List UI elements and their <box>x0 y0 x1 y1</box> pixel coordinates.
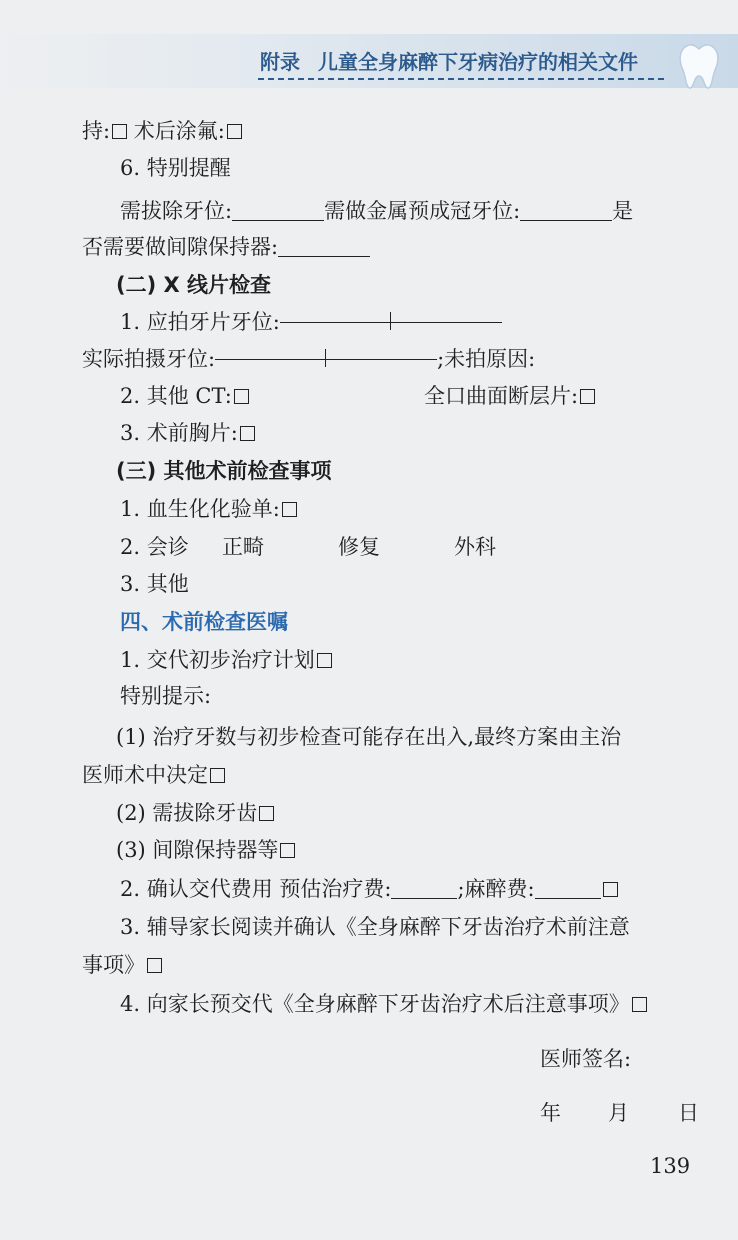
section-heading-orders: 四、术前检查医嘱 <box>120 610 288 634</box>
running-header <box>260 46 638 75</box>
section-heading-xray: (二) X 线片检查 <box>116 273 272 297</box>
tooth-position-chart[interactable] <box>215 358 437 360</box>
line-11: 1. 血生化化验单: <box>120 494 297 524</box>
doctor-signature-label: 医师签名: <box>540 1047 632 1071</box>
checkbox[interactable] <box>632 997 647 1012</box>
line-16: 特别提示: <box>120 684 212 708</box>
date-day-label: 日 <box>678 1101 699 1125</box>
line-12c: 修复 <box>338 535 380 559</box>
line-19: (2) 需拔除牙齿 <box>116 798 274 828</box>
fill-blank[interactable] <box>520 219 612 221</box>
header-section: 附录 <box>260 50 300 74</box>
date-month-label: 月 <box>608 1101 629 1125</box>
checkbox[interactable] <box>240 426 255 441</box>
line-4: 否需要做间隙保持器: <box>82 232 370 262</box>
checkbox[interactable] <box>603 882 618 897</box>
line-13: 3. 其他 <box>120 572 189 596</box>
line-24: 4. 向家长预交代《全身麻醉下牙齿治疗术后注意事项》 <box>120 989 647 1019</box>
checkbox[interactable] <box>580 389 595 404</box>
fill-blank[interactable] <box>232 219 324 221</box>
checkbox[interactable] <box>280 843 295 858</box>
tooth-icon <box>672 40 726 92</box>
line-12b: 正畸 <box>222 535 264 559</box>
line-15: 1. 交代初步治疗计划 <box>120 645 332 675</box>
line-8a: 2. 其他 CT: <box>120 381 249 411</box>
checkbox[interactable] <box>210 768 225 783</box>
checkbox[interactable] <box>282 502 297 517</box>
section-heading-other-checks: (三) 其他术前检查事项 <box>116 459 332 483</box>
line-8b: 全口曲面断层片: <box>424 381 595 411</box>
line-18: 医师术中决定 <box>82 760 225 790</box>
line-17: (1) 治疗牙数与初步检查可能存在出入,最终方案由主治 <box>116 725 622 749</box>
header-title: 儿童全身麻醉下牙病治疗的相关文件 <box>318 50 638 74</box>
line-23: 事项》 <box>82 950 162 980</box>
fill-blank[interactable] <box>391 897 457 899</box>
page-number: 139 <box>650 1154 691 1178</box>
line-2: 6. 特别提醒 <box>120 156 231 180</box>
line-21: 2. 确认交代费用 预估治疗费: ;麻醉费: <box>120 874 618 904</box>
checkbox[interactable] <box>259 806 274 821</box>
checkbox[interactable] <box>147 958 162 973</box>
header-dashed-rule <box>258 78 664 80</box>
line-12a: 2. 会诊 <box>120 535 189 559</box>
line-3: 需拔除牙位: 需做金属预成冠牙位: 是 <box>120 199 634 223</box>
date-year-label: 年 <box>540 1101 561 1125</box>
line-1: 持: 术后涂氟: <box>82 116 242 146</box>
line-9: 3. 术前胸片: <box>120 418 255 448</box>
line-20: (3) 间隙保持器等 <box>116 835 295 865</box>
line-12d: 外科 <box>454 535 496 559</box>
checkbox[interactable] <box>317 653 332 668</box>
line-7: 实际拍摄牙位: ;未拍原因: <box>82 347 536 371</box>
line-22: 3. 辅导家长阅读并确认《全身麻醉下牙齿治疗术前注意 <box>120 915 630 939</box>
line-6: 1. 应拍牙片牙位: <box>120 307 502 337</box>
tooth-position-chart[interactable] <box>280 321 502 323</box>
checkbox[interactable] <box>227 124 242 139</box>
checkbox[interactable] <box>112 124 127 139</box>
checkbox[interactable] <box>234 389 249 404</box>
fill-blank[interactable] <box>535 897 601 899</box>
fill-blank[interactable] <box>278 255 370 257</box>
